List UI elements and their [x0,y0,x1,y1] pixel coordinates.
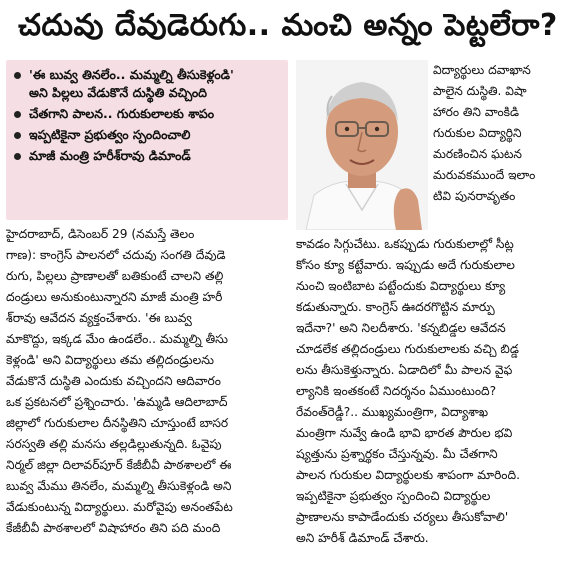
highlight-text: ఇప్పటికైనా ప్రభుత్వం స్పందించాలి [29,127,191,142]
article-line: నుంచి ఇంటిబాట పట్టేందుకు విద్యార్థులు క్యూ [296,279,506,293]
article-line: హైదరాబాద్, డిసెంబర్ 29 (నమస్తే తెలం [6,227,195,241]
article-line: రుగు, పిల్లలు ప్రాణాలతో బతికుంటే చాలని తల్లి [6,269,224,283]
article-column-left [6,224,287,539]
highlight-text: చేతగాని పాలన.. గురుకులాలకు శాపం [29,106,215,121]
article-line: కేజీబీవీ పాఠశాలలో విషాహారం తిని పది మంది [6,521,221,535]
article-line: మరువకముందే ఇలాం [433,168,536,182]
bullet-icon [14,132,21,139]
bullet-icon [14,72,21,79]
portrait-photo [296,60,428,230]
article-line: చూడలేక తల్లిదండ్రులు గురుకులాలకు వచ్చి బిడ్డ [296,342,519,356]
article-line: పాలైన దుస్థితి. విషా [433,84,527,98]
bullet-icon [14,153,21,160]
article-column-right-bottom [296,234,571,549]
article-line: వేడుకుంటున్న విద్యార్థులు. మరోవైపు అనంతపేట [6,500,233,514]
article-line: బువ్వ మేము తినలేం, మమ్మల్ని తీసుకెళ్లండి అని [6,479,232,493]
article-line: ఒక ప్రకటనలో ప్రశ్నించారు. 'ఉమ్మడి ఆదిలాబాద్ [6,395,228,409]
article-line: మాకొద్దు, ఇక్కడ మేం ఉండలేం.. మమ్మల్ని తీసు [6,332,228,346]
article-line: రేవంత్‌రెడ్డీ?.. ముఖ్యమంత్రిగా, విద్యాశాఖ [296,405,489,419]
article-line: కడుతున్నారు. కాంగ్రెస్ ఊదరగొట్టిన మార్పు [296,300,495,314]
highlight-text: మాజీ మంత్రి హరీశ్‌రావు డిమాండ్ [29,148,191,163]
article-line: నిర్మల్ జిల్లా దిలావర్‌పూర్ కేజీబీవీ పాఠశాలలో ఈ [6,458,232,472]
article-line: కోసం క్యూ కట్టేవారు. ఇప్పుడు అదే గురుకులాల [296,258,515,272]
article-line: దండ్రులు అనుకుంటున్నారని మాజీ మంత్రి హరీ [6,290,223,304]
highlight-text: 'ఈ బువ్వ తినలేం.. మమ్మల్ని తీసుకెళ్లండి' [29,67,234,82]
article-line: ఇప్పటికైనా ప్రభుత్వం స్పందించి విద్యార్థుల [296,489,491,503]
article-line: ష్యత్తును ప్రశ్నార్థకం చేస్తున్నవు. మీ చేతగాని [296,447,498,461]
highlight-item [14,66,284,84]
highlights-box [6,60,288,220]
highlight-item [14,105,284,123]
article-line: విద్యార్థులు దవాఖాన [433,63,531,77]
article-line: ప్రాణాలను కాపాడేందుకు చర్యలు తీసుకోవాలి' [296,510,509,524]
article-line: అని హరీశ్ డిమాండ్ చేశారు. [296,531,429,545]
article-line: గాణ): కాంగ్రెస్ పాలనలో చదువు సంగతి దేవుడె [6,248,226,262]
article-line: హారం తిని వాంకిడి [433,105,520,119]
article-line: వేడుకొనే దుస్థితి ఎందుకు వచ్చిందని ఆదివారం [6,374,221,388]
article-line: కెళ్లండి' అని విద్యార్థులు తమ తల్లిదండ్రులను [6,353,215,367]
article-line: లను తీసుకెళ్తున్నారు. ఏడాదిలో మీ పాలన వైఫ [296,363,513,377]
article-line: ల్యానికి ఇంతకంటే నిదర్శనం ఏముంటుంది? [296,384,497,398]
article-line: మంత్రిగా నువ్వే ఉండి భావి భారత పౌరుల భవి [296,426,513,440]
article-line: కావడం సిగ్గుచేటు. ఒకప్పుడు గురుకులాల్లో సీట్ల [296,237,514,251]
article-line: శ్‌రావు ఆవేదన వ్యక్తంచేశారు. 'ఈ బువ్వ [6,311,192,325]
highlight-item [14,126,284,144]
headline: చదువు దేవుడెరుగు.. మంచి అన్నం పెట్టలేరా? [18,8,558,43]
article-line: టివి పునరావృతం [433,189,516,203]
highlight-item [14,147,284,165]
article-line: పాలన గురుకుల విద్యార్థులకు శాపంగా మారింది. [296,468,520,482]
article-line: ఇదేనా?' అని నిలదీశారు. 'కన్నబిడ్డల ఆవేదన [296,321,506,335]
bullet-icon [14,111,21,118]
highlight-text: అని పిల్లలు వేడుకొనే దుస్థితి వచ్చింది [29,85,208,100]
article-line: గురుకుల విద్యార్థిని [433,126,522,140]
article-column-right-top [433,60,571,207]
highlight-item-continuation [14,84,284,102]
article-line: సరస్వతి తల్లి మనసు తల్లడిల్లుతున్నది. ఓవైపు [6,437,222,451]
portrait-image [296,60,428,230]
article-line: జిల్లాలో గురుకులాల దీనస్థితిని చూస్తుంటే బాసర [6,416,229,430]
article-line: మరణించిన ఘటన [433,147,522,161]
